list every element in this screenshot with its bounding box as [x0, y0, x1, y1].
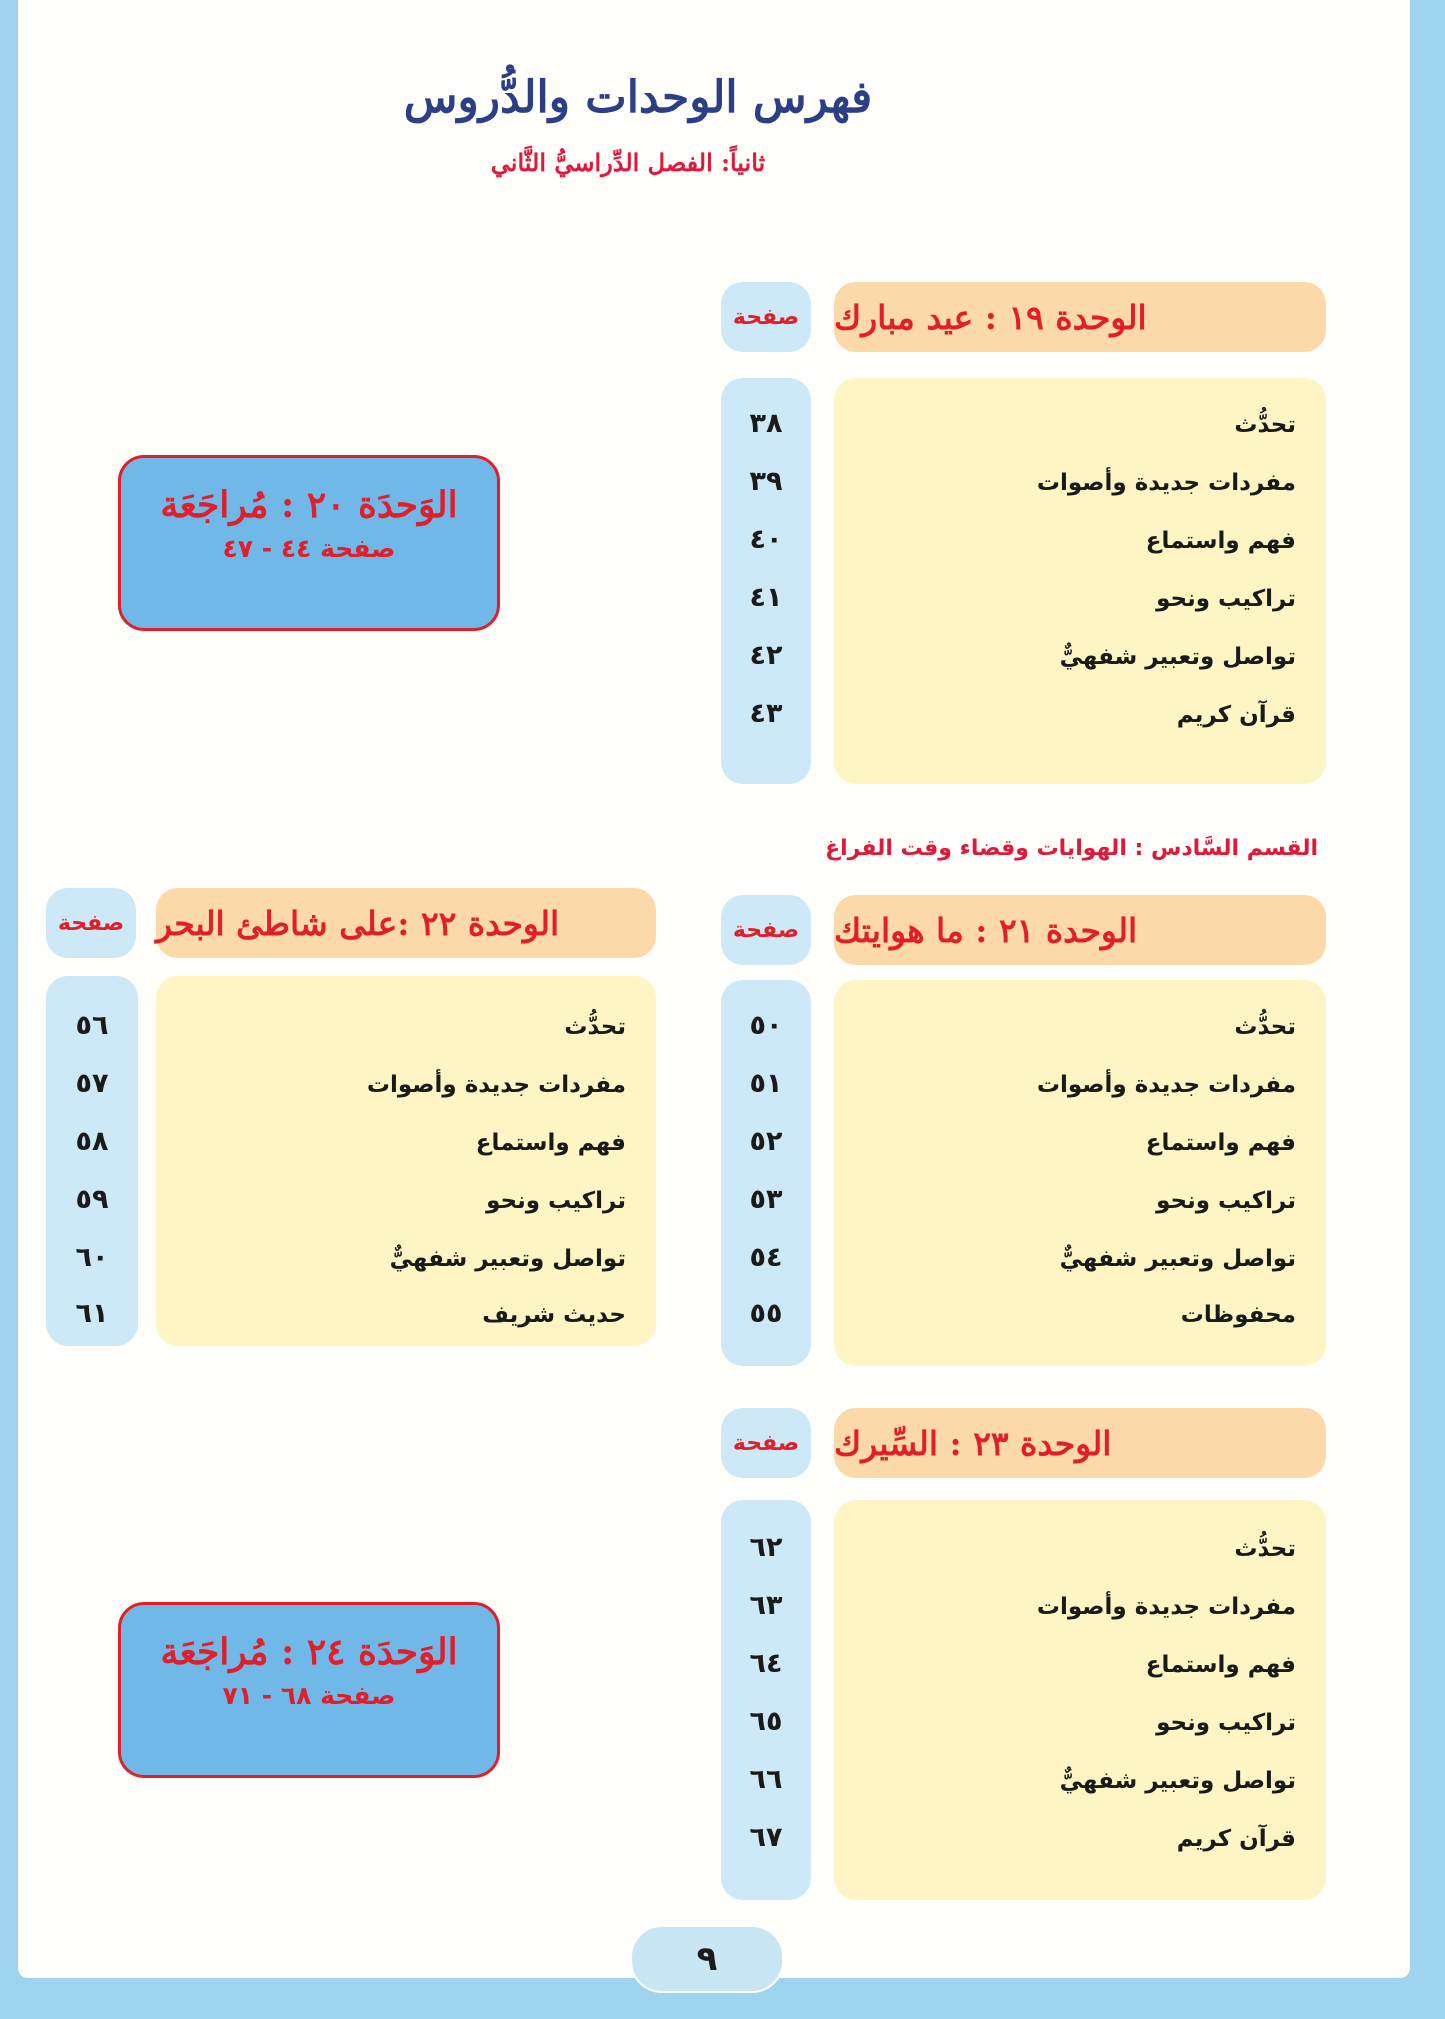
lesson-name: تحدُّث — [1234, 1014, 1296, 1040]
unit-23-lessons — [834, 1500, 1326, 1900]
lesson-page: ٥٩ — [75, 1184, 109, 1215]
review-pages: صفحة ٤٤ - ٤٧ — [222, 534, 396, 563]
lesson-page: ٦٢ — [749, 1532, 783, 1563]
unit-19-pages — [721, 378, 811, 784]
lesson-page: ٥٤ — [749, 1242, 783, 1273]
unit-19-page-label: صفحة — [721, 282, 811, 352]
review-pages: صفحة ٦٨ - ٧١ — [222, 1681, 396, 1710]
page-sheet — [18, 0, 1410, 1978]
lesson-page: ٥٨ — [75, 1126, 109, 1157]
lesson-name: مفردات جديدة وأصوات — [1036, 1594, 1296, 1620]
lesson-page: ٦٠ — [75, 1242, 109, 1273]
lesson-page: ٥٣ — [749, 1184, 783, 1215]
lesson-name: تراكيب ونحو — [486, 1188, 626, 1214]
lesson-name: تراكيب ونحو — [1156, 1710, 1296, 1736]
review-title: الوَحدَة ٢٤ : مُراجَعَة — [160, 1631, 458, 1673]
lesson-page: ٤٢ — [749, 640, 783, 671]
lesson-name: حديث شريف — [482, 1302, 626, 1328]
unit-23-header: الوحدة ٢٣ : السِّيرك — [834, 1408, 1326, 1478]
lesson-page: ٤٣ — [749, 698, 783, 729]
unit-22-pages — [46, 976, 138, 1346]
lesson-name: تواصل وتعبير شفهيٌّ — [1059, 644, 1296, 670]
lesson-page: ٦١ — [75, 1298, 109, 1329]
lesson-page: ٥٢ — [749, 1126, 783, 1157]
lesson-name: قرآن كريم — [1176, 702, 1296, 728]
page-title: فهرس الوحدات والدُّروس — [403, 72, 873, 123]
page-subtitle: ثانياً: الفصل الدِّراسيُّ الثَّاني — [490, 148, 766, 177]
unit-21-lessons — [834, 980, 1326, 1366]
lesson-page: ٤٠ — [749, 524, 783, 555]
lesson-page: ٦٥ — [749, 1706, 783, 1737]
lesson-name: فهم واستماع — [475, 1130, 626, 1156]
lesson-name: محفوظات — [1180, 1302, 1296, 1328]
unit-23-pages — [721, 1500, 811, 1900]
unit-21-pages — [721, 980, 811, 1366]
unit-19-header: الوحدة ١٩ : عيد مبارك — [834, 282, 1326, 352]
lesson-page: ٥٠ — [749, 1010, 783, 1041]
unit-22-page-label: صفحة — [46, 888, 136, 958]
lesson-page: ٣٨ — [749, 408, 783, 439]
unit-21-page-label: صفحة — [721, 895, 811, 965]
page-number: ٩ — [630, 1925, 784, 1993]
lesson-page: ٦٤ — [749, 1648, 783, 1679]
lesson-name: تحدُّث — [564, 1014, 626, 1040]
lesson-page: ٦٧ — [749, 1822, 783, 1853]
lesson-name: تواصل وتعبير شفهيٌّ — [1059, 1768, 1296, 1794]
lesson-page: ٥٦ — [75, 1010, 109, 1041]
unit-22-header: الوحدة ٢٢ :على شاطئ البحر — [156, 888, 656, 958]
lesson-name: فهم واستماع — [1145, 528, 1296, 554]
lesson-name: قرآن كريم — [1176, 1826, 1296, 1852]
section-heading: القسم السَّادس : الهوايات وقضاء وقت الفراغ — [825, 836, 1318, 861]
lesson-name: تواصل وتعبير شفهيٌّ — [389, 1246, 626, 1272]
review-unit-20 — [118, 455, 500, 631]
unit-23-page-label: صفحة — [721, 1408, 811, 1478]
lesson-name: مفردات جديدة وأصوات — [1036, 1072, 1296, 1098]
lesson-page: ٤١ — [749, 582, 783, 613]
lesson-page: ٣٩ — [749, 466, 783, 497]
lesson-name: مفردات جديدة وأصوات — [1036, 470, 1296, 496]
unit-21-header: الوحدة ٢١ : ما هوايتك — [834, 895, 1326, 965]
lesson-name: فهم واستماع — [1145, 1130, 1296, 1156]
lesson-page: ٦٣ — [749, 1590, 783, 1621]
lesson-name: مفردات جديدة وأصوات — [366, 1072, 626, 1098]
lesson-name: فهم واستماع — [1145, 1652, 1296, 1678]
review-unit-24 — [118, 1602, 500, 1778]
lesson-name: تراكيب ونحو — [1156, 1188, 1296, 1214]
lesson-page: ٥١ — [749, 1068, 783, 1099]
lesson-name: تحدُّث — [1234, 1536, 1296, 1562]
lesson-page: ٦٦ — [749, 1764, 783, 1795]
lesson-name: تواصل وتعبير شفهيٌّ — [1059, 1246, 1296, 1272]
lesson-name: تحدُّث — [1234, 412, 1296, 438]
lesson-page: ٥٥ — [749, 1298, 783, 1329]
review-title: الوَحدَة ٢٠ : مُراجَعَة — [160, 484, 458, 526]
lesson-name: تراكيب ونحو — [1156, 586, 1296, 612]
unit-22-lessons — [156, 976, 656, 1346]
lesson-page: ٥٧ — [75, 1068, 109, 1099]
unit-19-lessons — [834, 378, 1326, 784]
